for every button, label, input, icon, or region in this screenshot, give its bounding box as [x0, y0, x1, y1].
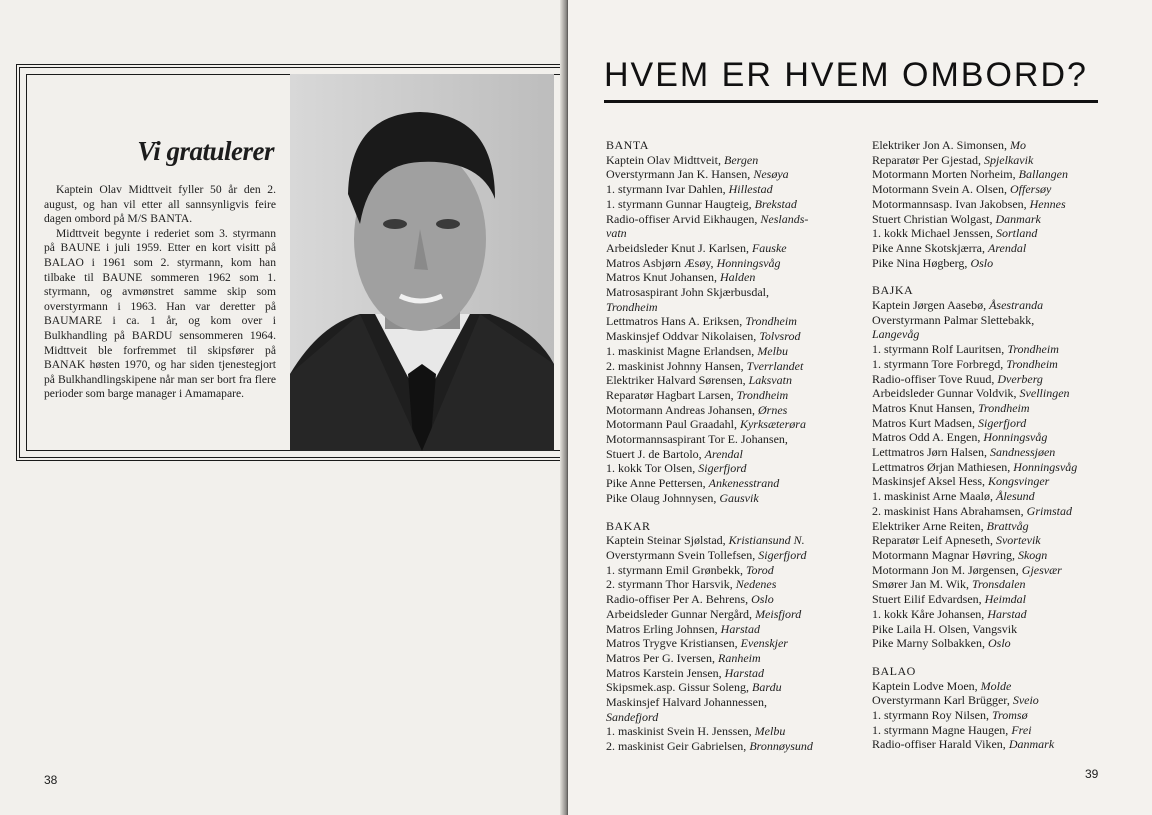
crew-role-name: Motormannsaspirant Tor E. Johansen, — [606, 432, 788, 447]
crew-role-name: Lettmatros Hans A. Eriksen, — [606, 314, 746, 329]
crew-entry — [872, 372, 1134, 387]
crew-role-name: Matros Asbjørn Æsøy, — [606, 255, 717, 270]
crew-entry — [872, 489, 1134, 504]
crew-role-name: 1. styrmann Roy Nilsen, — [872, 708, 992, 723]
crew-entry — [606, 388, 868, 403]
crew-entry — [872, 342, 1134, 357]
ship-name: BANTA — [606, 138, 649, 152]
crew-entry — [872, 386, 1134, 401]
crew-hometown: Sigerfjord — [698, 461, 747, 476]
crew-entry — [872, 519, 1134, 534]
crew-entry — [606, 403, 868, 418]
crew-role-name: Pike Anne Pettersen, — [606, 476, 709, 491]
captain-portrait-photo — [290, 74, 554, 451]
ship-name: BAKAR — [606, 518, 651, 533]
crew-role-name: Reparatør Leif Apneseth, — [872, 533, 996, 548]
crew-hometown: Ørnes — [757, 402, 788, 417]
crew-entry — [872, 737, 1134, 752]
crew-entry — [606, 622, 868, 637]
crew-role-name: Pike Laila H. Olsen, Vangsvik — [872, 621, 1018, 636]
crew-role-name: 1. styrmann Ivar Dahlen, — [606, 182, 729, 197]
crew-role-name: Overstyrmann Svein Tollefsen, — [606, 547, 759, 562]
crew-entry — [872, 197, 1134, 212]
crew-entry — [872, 430, 1134, 445]
page-number-right: 39 — [1085, 767, 1099, 781]
article-body — [44, 183, 276, 402]
crew-hometown: Kristiansund N. — [728, 533, 805, 548]
crew-entry — [606, 329, 868, 344]
crew-hometown: Ballangen — [1018, 167, 1068, 182]
crew-role-name: Arbeidsleder Gunnar Nergård, — [606, 606, 756, 621]
crew-entry — [606, 153, 868, 168]
crew-hometown: Neslands- — [760, 211, 809, 226]
crew-column-right — [872, 138, 1134, 765]
crew-entry — [872, 416, 1134, 431]
crew-entry — [606, 300, 868, 315]
crew-entry — [606, 651, 868, 666]
ship-section — [606, 519, 868, 754]
crew-hometown: Honningsvåg — [716, 255, 781, 270]
ship-name: BAJKA — [872, 283, 914, 298]
crew-role-name: Matros Per G. Iversen, — [606, 650, 718, 665]
crew-role-name: 1. styrmann Tore Forbregd, — [872, 356, 1007, 371]
crew-entry — [872, 357, 1134, 372]
crew-hometown: Melbu — [754, 724, 786, 739]
crew-entry — [606, 533, 868, 548]
crew-role-name: Lettmatros Ørjan Mathiesen, — [872, 459, 1014, 474]
crew-entry — [872, 622, 1134, 637]
crew-hometown: Harstad — [987, 606, 1027, 621]
crew-role-name: 1. maskinist Arne Maalø, — [872, 489, 996, 504]
crew-hometown: Åsestranda — [989, 298, 1044, 313]
crew-role-name: 1. kokk Michael Jenssen, — [872, 226, 996, 241]
crew-role-name: Motormann Paul Graadahl, — [606, 417, 740, 432]
crew-hometown: Danmark — [1008, 737, 1055, 752]
crew-role-name: Skipsmek.asp. Gissur Soleng, — [606, 680, 753, 695]
crew-hometown: Tverrlandet — [746, 358, 804, 373]
crew-role-name: Overstyrmann Jan K. Hansen, — [606, 167, 754, 182]
crew-entry — [872, 548, 1134, 563]
crew-role-name: 1. styrmann Gunnar Haugteig, — [606, 196, 755, 211]
crew-entry — [606, 270, 868, 285]
crew-entry — [606, 314, 868, 329]
crew-role-name: 2. maskinist Hans Abrahamsen, — [872, 503, 1027, 518]
crew-hometown: Offersøy — [1010, 182, 1052, 197]
crew-role-name: Kaptein Olav Midttveit, — [606, 152, 724, 167]
crew-entry — [872, 153, 1134, 168]
crew-hometown: Ankenesstrand — [708, 476, 780, 491]
crew-hometown: Hillestad — [728, 182, 773, 197]
crew-hometown: Heimdal — [984, 592, 1026, 607]
crew-entry — [606, 226, 868, 241]
crew-entry — [606, 592, 868, 607]
crew-role-name: Overstyrmann Palmar Slettebakk, — [872, 312, 1035, 327]
crew-hometown: Brekstad — [754, 196, 797, 211]
crew-entry — [606, 724, 868, 739]
crew-entry — [872, 401, 1134, 416]
crew-entry — [872, 182, 1134, 197]
crew-hometown: Molde — [980, 678, 1012, 693]
ship-section — [872, 283, 1134, 651]
crew-entry — [872, 636, 1134, 651]
crew-role-name: Maskinsjef Oddvar Nikolaisen, — [606, 329, 760, 344]
crew-hometown: Trondheim — [977, 400, 1030, 415]
crew-entry — [606, 607, 868, 622]
crew-hometown: Brattvåg — [986, 518, 1029, 533]
crew-role-name: Pike Nina Høgberg, — [872, 255, 971, 270]
crew-hometown: Oslo — [751, 592, 774, 607]
crew-role-name: Maskinsjef Aksel Hess, — [872, 474, 988, 489]
crew-entry — [606, 548, 868, 563]
crew-hometown: Torod — [745, 562, 774, 577]
crew-role-name: Smører Jan M. Wik, — [872, 577, 972, 592]
crew-role-name: 2. maskinist Johnny Hansen, — [606, 358, 747, 373]
crew-entry — [606, 461, 868, 476]
crew-entry — [606, 182, 868, 197]
crew-role-name: Radio-offiser Harald Viken, — [872, 737, 1009, 752]
crew-hometown: Trondheim — [1007, 342, 1059, 357]
crew-entry — [606, 241, 868, 256]
crew-entry — [606, 666, 868, 681]
crew-entry — [606, 212, 868, 227]
crew-role-name: Stuert Eilif Edvardsen, — [872, 592, 985, 607]
crew-hometown: Arendal — [988, 240, 1027, 255]
crew-hometown: Honningsvåg — [1013, 459, 1078, 474]
crew-entry — [872, 298, 1134, 313]
crew-role-name: Maskinsjef Halvard Johannessen, — [606, 695, 767, 710]
crew-entry — [872, 138, 1134, 153]
crew-hometown: Grimstad — [1026, 503, 1072, 518]
crew-entry — [606, 680, 868, 695]
crew-entry — [606, 577, 868, 592]
crew-hometown: Bergen — [723, 152, 759, 167]
crew-role-name: Matros Trygve Kristiansen, — [606, 636, 741, 651]
crew-role-name: Lettmatros Jørn Halsen, — [872, 445, 990, 460]
crew-role-name: Elektriker Arne Reiten, — [872, 518, 987, 533]
crew-entry — [872, 445, 1134, 460]
crew-hometown: Fauske — [751, 240, 787, 255]
crew-role-name: Matros Knut Johansen, — [606, 270, 720, 285]
crew-role-name: Arbeidsleder Knut J. Karlsen, — [606, 240, 752, 255]
crew-hometown: Tolvsrod — [759, 329, 801, 344]
crew-hometown: Sandefjord — [606, 709, 659, 724]
left-page — [0, 0, 566, 815]
crew-role-name: Stuert Christian Wolgast, — [872, 211, 996, 226]
crew-hometown: Tromsø — [992, 708, 1028, 723]
crew-role-name: Motormann Magnar Høvring, — [872, 547, 1018, 562]
ship-name: BALAO — [872, 663, 916, 678]
crew-hometown: Nedenes — [735, 577, 777, 592]
crew-role-name: Kaptein Steinar Sjølstad, — [606, 533, 729, 548]
crew-role-name: Elektriker Halvard Sørensen, — [606, 373, 749, 388]
crew-role-name: Matros Knut Hansen, — [872, 400, 978, 415]
crew-entry — [872, 607, 1134, 622]
crew-hometown: Gausvik — [719, 490, 759, 505]
crew-entry — [872, 474, 1134, 489]
page-number-left: 38 — [44, 773, 58, 787]
crew-role-name: Matros Karstein Jensen, — [606, 665, 725, 680]
crew-role-name: Radio-offiser Tove Ruud, — [872, 371, 998, 386]
crew-hometown: Trondheim — [736, 387, 789, 402]
crew-hometown: Evenskjer — [740, 636, 788, 651]
crew-hometown: Langevåg — [872, 327, 920, 342]
crew-entry — [872, 533, 1134, 548]
crew-entry — [872, 708, 1134, 723]
crew-hometown: Sandnessjøen — [989, 445, 1056, 460]
crew-entry — [872, 679, 1134, 694]
crew-hometown: Sveio — [1012, 693, 1039, 708]
crew-hometown: Kongsvinger — [988, 474, 1050, 489]
crew-entry — [872, 577, 1134, 592]
crew-hometown: Trondheim — [606, 299, 658, 314]
crew-entry — [606, 256, 868, 271]
crew-role-name: Motormann Andreas Johansen, — [606, 402, 758, 417]
crew-role-name: Matros Odd A. Engen, — [872, 430, 984, 445]
crew-hometown: Oslo — [988, 636, 1011, 651]
crew-entry — [872, 327, 1134, 342]
crew-role-name: Motormann Jon M. Jørgensen, — [872, 562, 1022, 577]
crew-role-name: 1. styrmann Magne Haugen, — [872, 722, 1012, 737]
crew-role-name: Reparatør Hagbart Larsen, — [606, 387, 737, 402]
crew-role-name: Motormann Morten Norheim, — [872, 167, 1019, 182]
crew-hometown: Ålesund — [995, 489, 1035, 504]
crew-entry — [606, 197, 868, 212]
crew-entry — [606, 739, 868, 754]
crew-role-name: Pike Anne Skotskjærra, — [872, 240, 988, 255]
crew-entry — [872, 723, 1134, 738]
crew-entry — [606, 432, 868, 447]
crew-entry — [872, 460, 1134, 475]
crew-role-name: Matros Kurt Madsen, — [872, 415, 978, 430]
crew-role-name: 2. styrmann Thor Harsvik, — [606, 577, 736, 592]
crew-entry — [606, 710, 868, 725]
crew-role-name: 1. maskinist Magne Erlandsen, — [606, 343, 758, 358]
crew-role-name: Motormannsasp. Ivan Jakobsen, — [872, 196, 1030, 211]
crew-hometown: Gjesvær — [1021, 562, 1062, 577]
crew-hometown: Frei — [1011, 722, 1032, 737]
crew-role-name: Reparatør Per Gjestad, — [872, 152, 984, 167]
crew-hometown: Sigerfjord — [758, 547, 807, 562]
crew-hometown: Trondheim — [1006, 356, 1058, 371]
crew-entry — [872, 313, 1134, 328]
crew-entry — [872, 212, 1134, 227]
crew-hometown: Tronsdalen — [971, 577, 1026, 592]
crew-role-name: Elektriker Jon A. Simonsen, — [872, 138, 1010, 152]
crew-hometown: Honningsvåg — [983, 430, 1048, 445]
crew-hometown: Dverberg — [997, 371, 1043, 386]
crew-entry — [872, 563, 1134, 578]
page-heading: HVEM ER HVEM OMBORD? — [604, 56, 1088, 94]
crew-hometown: Sortland — [995, 226, 1038, 241]
article-paragraph: Midttveit begynte i rederiet som 3. styrmann på BAUNE i juli 1959. Etter en kort visitt på BALAO i 1961 som 2. styrmann, kom han tilbake til BAUNE sommeren 1962 som 1. styrmann, og avmønstret samme skip som overstyrmann i 1963. Han var deretter på BAUMARE i ca. 1 år, og kom over i Bulkhandling på BARDU sensommeren 1964. Midttveit ble forfremmet til skipsfører på BANAK høsten 1970, og har siden tjenestegjort på Bulkhandlingskipene når man ser bort fra flere perioder som barge manager i Amamapare. — [44, 226, 276, 401]
crew-entry — [872, 167, 1134, 182]
crew-hometown: Mo — [1010, 138, 1026, 152]
article-paragraph: Kaptein Olav Midttveit fyller 50 år den 2. august, og han vil etter all sannsynligvis feire dagen ombord på M/S BANTA. — [44, 183, 276, 226]
crew-entry — [606, 695, 868, 710]
crew-hometown: Sigerfjord — [977, 415, 1027, 430]
crew-role-name: 1. kokk Tor Olsen, — [606, 461, 699, 476]
crew-role-name: 2. maskinist Geir Gabrielsen, — [606, 739, 750, 754]
crew-entry — [606, 563, 868, 578]
crew-role-name: Radio-offiser Per A. Behrens, — [606, 592, 752, 607]
crew-hometown: Halden — [720, 270, 756, 285]
crew-entry — [872, 693, 1134, 708]
crew-role-name: 1. kokk Kåre Johansen, — [872, 606, 988, 621]
crew-hometown: Svortevik — [995, 533, 1041, 548]
crew-entry — [872, 256, 1134, 271]
crew-role-name: Pike Olaug Johnnysen, — [606, 490, 720, 505]
crew-hometown: Laksvatn — [748, 373, 792, 388]
crew-hometown: Trondheim — [745, 314, 797, 329]
crew-entry — [606, 417, 868, 432]
crew-hometown: Hennes — [1029, 196, 1066, 211]
crew-entry — [606, 285, 868, 300]
crew-entry — [872, 592, 1134, 607]
crew-hometown: vatn — [606, 226, 627, 241]
crew-role-name: Arbeidsleder Gunnar Voldvik, — [872, 386, 1020, 401]
crew-entry — [872, 226, 1134, 241]
crew-hometown: Ranheim — [717, 650, 761, 665]
crew-role-name: Stuert J. de Bartolo, — [606, 446, 705, 461]
crew-hometown: Oslo — [970, 255, 994, 270]
heading-rule — [604, 100, 1098, 103]
crew-column-left — [606, 138, 868, 767]
crew-hometown: Skogn — [1017, 547, 1048, 562]
crew-hometown: Spjelkavik — [983, 152, 1034, 167]
crew-entry — [606, 636, 868, 651]
crew-role-name: Kaptein Lodve Moen, — [872, 678, 981, 693]
crew-hometown: Nesøya — [753, 167, 789, 182]
crew-hometown: Kyrksæterøra — [739, 417, 806, 432]
crew-role-name: Motormann Svein A. Olsen, — [872, 182, 1010, 197]
crew-hometown: Bardu — [752, 680, 782, 695]
article-title: Vi gratulerer — [137, 136, 274, 166]
crew-entry — [872, 241, 1134, 256]
crew-hometown: Harstad — [724, 665, 764, 680]
crew-role-name: Matros Erling Johnsen, — [606, 621, 721, 636]
ship-section — [606, 138, 868, 506]
crew-role-name: 1. styrmann Emil Grønbekk, — [606, 562, 746, 577]
crew-entry — [606, 373, 868, 388]
crew-entry — [606, 359, 868, 374]
crew-role-name: Kaptein Jørgen Aasebø, — [872, 298, 990, 313]
crew-hometown: Svellingen — [1019, 386, 1070, 401]
crew-hometown: Meisfjord — [755, 606, 802, 621]
crew-hometown: Harstad — [720, 621, 760, 636]
crew-entry — [606, 447, 868, 462]
crew-role-name: 1. styrmann Rolf Lauritsen, — [872, 342, 1008, 357]
crew-entry — [606, 167, 868, 182]
crew-role-name: Overstyrmann Karl Brügger, — [872, 693, 1013, 708]
crew-hometown: Arendal — [704, 446, 743, 461]
crew-hometown: Bronnøysund — [749, 739, 813, 754]
crew-entry — [872, 504, 1134, 519]
ship-section — [872, 138, 1134, 270]
crew-entry — [606, 476, 868, 491]
crew-hometown: Melbu — [757, 343, 788, 358]
crew-role-name: 1. maskinist Svein H. Jenssen, — [606, 724, 755, 739]
crew-entry — [606, 344, 868, 359]
ship-section — [872, 664, 1134, 752]
crew-hometown: Danmark — [995, 211, 1041, 226]
crew-entry — [606, 491, 868, 506]
crew-role-name: Pike Marny Solbakken, — [872, 636, 988, 651]
crew-role-name: Radio-offiser Arvid Eikhaugen, — [606, 211, 761, 226]
crew-role-name: Matrosaspirant John Skjærbusdal, — [606, 285, 769, 300]
